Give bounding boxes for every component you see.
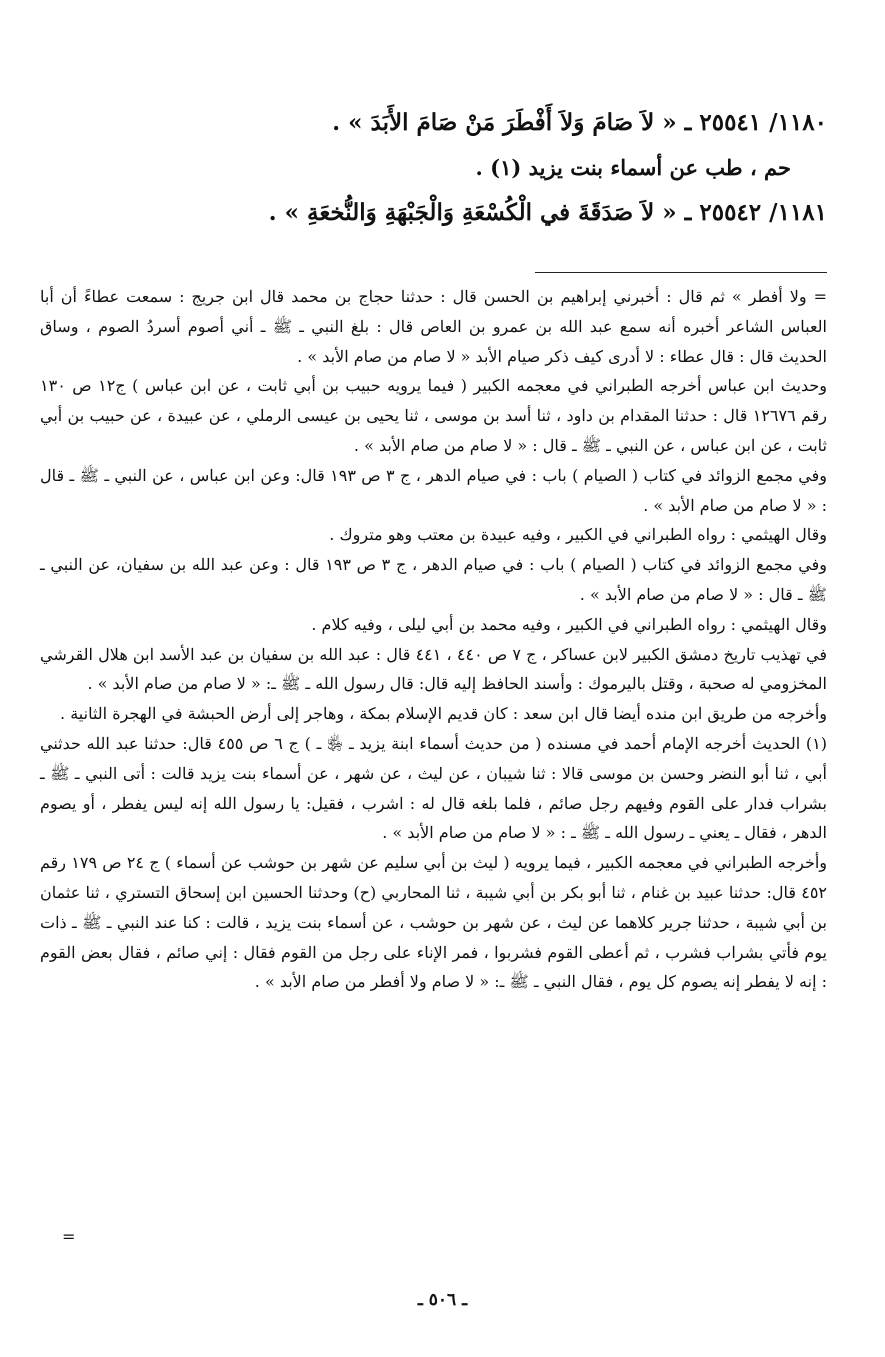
hadith-1180-source: حم ، طب عن أسماء بنت يزيد (١) . <box>475 155 791 180</box>
footnote-paragraph: وقال الهيثمي : رواه الطبراني في الكبير ، وفيه عبيدة بن معتب وهو متروك . <box>329 525 827 545</box>
main-text <box>40 100 827 235</box>
footnote-paragraph: وفي مجمع الزوائد في كتاب ( الصيام ) باب : في صيام الدهر ، ج ٣ ص ١٩٣ قال : وعن عبد الله بن سفيان، عن النبي ـ ﷺ ـ قال : « لا صام من صام الأبد » . <box>40 555 828 604</box>
footnotes <box>40 282 827 997</box>
footnote-paragraph: وأخرجه من طريق ابن منده أيضا قال ابن سعد : كان قديم الإسلام بمكة ، وهاجر إلى أرض الحبشة في الهجرة الثانية . <box>60 704 827 724</box>
footnote-separator <box>535 272 827 273</box>
page-number: ـ ٥٠٦ ـ <box>417 1290 468 1310</box>
hadith-1181: ١١٨١/ ٢٥٥٤٢ ـ « لاَ صَدَقَةَ في الْكُسْعَةِ وَالْجَبْهَةِ وَالنُّخعَةِ » . <box>268 199 827 226</box>
continuation-mark: = <box>62 1227 76 1246</box>
footnote-paragraph: = ولا أفطر » ثم قال : أخبرني إبراهيم بن الحسن قال : حدثنا حجاج بن محمد قال ابن جريج : سمعت عطاءً أن أبا العباس الشاعر أخبره أنه سمع عبد الله بن عمرو بن العاص قال : بلغ النبي ـ ﷺ ـ أني أصوم أسردُ الصوم ، وساق الحديث قال : قال عطاء : لا أدرى كيف ذكر صيام الأبد « لا صام من صام الأبد » . <box>40 287 827 366</box>
footnote-paragraph: وأخرجه الطبراني في معجمه الكبير ، فيما يرويه ( ليث بن أبي سليم عن شهر بن حوشب عن أسماء ) ج ٢٤ ص ١٧٩ رقم ٤٥٢ قال: حدثنا عبيد بن غنام ، ثنا أبو بكر بن أبي شيبة ، ثنا المحاربي (ح) وحدثنا الحسين ابن إسحاق التستري ، ثنا عثمان بن أبي شيبة ، حدثنا جرير كلاهما عن ليث ، عن شهر بن حوشب ، عن أسماء بنت يزيد ، قالت : كنا عند النبي ـ ﷺ ـ ذات يوم فأتي بشراب فشرب ، ثم أعطى القوم فشربوا ، فمر الإناء على رجل من القوم فقال : إني صائم ، فقال بعض القوم : إنه لا يفطر إنه يصوم كل يوم ، فقال النبي ـ ﷺ ـ: « لا صام ولا أفطر من صام الأبد » . <box>40 853 828 992</box>
footnote-paragraph: وحديث ابن عباس أخرجه الطبراني في معجمه الكبير ( فيما يرويه حبيب بن أبي ثابت ، عن ابن عباس ) ج١٢ ص ١٣٠ رقم ١٢٦٧٦ قال : حدثنا المقدام بن داود ، ثنا أسد بن موسى ، ثنا يحيى بن عيسى الرملي ، عن عبيدة ، عن حبيب بن أبي ثابت ، عن ابن عباس ، عن النبي ـ ﷺ ـ قال : « لا صام من صام الأبد » . <box>40 376 828 455</box>
hadith-1180: ١١٨٠/ ٢٥٥٤١ ـ « لاَ صَامَ وَلاَ أَفْطَرَ مَنْ صَامَ الأَبَدَ » . <box>332 109 827 136</box>
footnote-paragraph: وفي مجمع الزوائد في كتاب ( الصيام ) باب : في صيام الدهر ، ج ٣ ص ١٩٣ قال: وعن ابن عباس ، عن النبي ـ ﷺ ـ قال : « لا صام من صام الأبد » . <box>40 465 827 515</box>
footnote-paragraph: في تهذيب تاريخ دمشق الكبير لابن عساكر ، ج ٧ ص ٤٤٠ ، ٤٤١ قال : عبد الله بن سفيان بن عبد الأسد ابن هلال القرشي المخزومي له صحبة ، وقتل باليرموك : وأسند الحافظ إليه قال: قال رسول الله ـ ﷺ ـ: « لا صام من صام الأبد » . <box>40 644 828 694</box>
footnote-1: (١) الحديث أخرجه الإمام أحمد في مسنده ( من حديث أسماء ابنة يزيد ـ ﵂ ـ ) ج ٦ ص ٤٥٥ قال: حدثنا عبد الله حدثني أبي ، ثنا أبو النضر وحسن بن موسى قالا : ثنا شيبان ، عن ليث ، عن شهر ، عن أسماء بنت يزيد قالت : أتى النبي ـ ﷺ ـ بشراب فدار على القوم وفيهم رجل صائم ، فلما بلغه قال له : اشرب ، فقيل: يا رسول الله إنه ليس يفطر ، أو يصوم الدهر ، فقال ـ يعني ـ رسول الله ـ ﷺ ـ : « لا صام من صام الأبد » . <box>40 733 828 843</box>
footnote-paragraph: وقال الهيثمي : رواه الطبراني في الكبير ، وفيه محمد بن أبي ليلى ، وفيه كلام . <box>311 614 827 634</box>
